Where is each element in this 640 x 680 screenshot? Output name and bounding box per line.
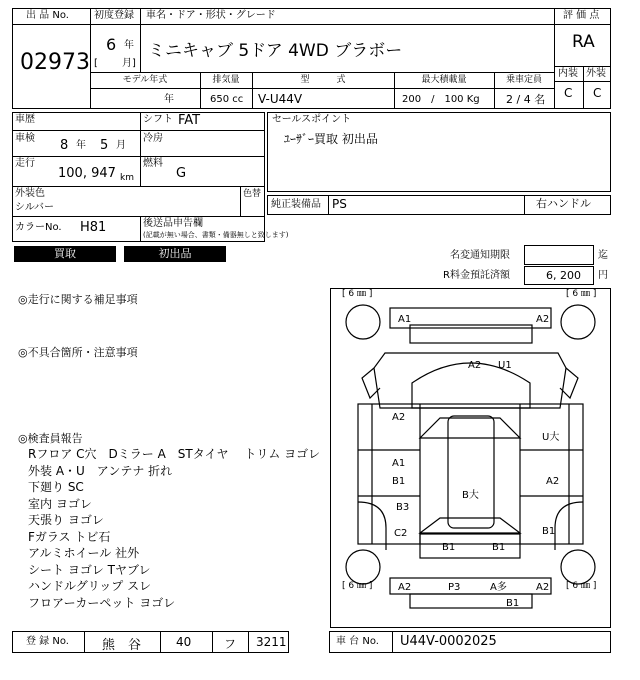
interior-score: C [564, 86, 573, 100]
year-unit: 年 [124, 40, 134, 51]
divider [248, 631, 249, 653]
mark-rear-a: A多 [490, 582, 507, 593]
divider [84, 631, 85, 653]
divider [90, 72, 554, 73]
model-year-label: モデル年式 [122, 75, 168, 85]
first-reg-label: 初度登録 [94, 10, 134, 21]
divider [12, 156, 265, 157]
month-bracket: [ [94, 58, 98, 69]
mark-ld-a1: A1 [392, 458, 406, 469]
divider [328, 195, 329, 215]
driving-notes-title: ◎走行に関する補足事項 [18, 293, 138, 306]
sales-point-value: ﾕｰｻﾞｰ買取 初出品 [284, 132, 378, 146]
mark-rear-a2r: A2 [536, 582, 550, 593]
mark-tail-b1b: B1 [492, 542, 506, 553]
inspector-title: ◎検査員報告 [18, 432, 83, 445]
reg-class: 40 [176, 635, 192, 649]
inspection-month-unit: 月 [116, 140, 126, 151]
history-label: 車歴 [15, 114, 35, 125]
mark-lr-b3: B3 [396, 502, 410, 513]
mark-hood-a2: A2 [468, 360, 482, 371]
post-docs-label: 後送品申告欄 [143, 218, 203, 229]
model-year-unit: 年 [164, 94, 174, 105]
inspector-line: 下廻り SC [28, 480, 84, 494]
car-name: ミニキャブ 5ドア 4WD ブラボー [148, 41, 403, 61]
car-diagram-svg [330, 288, 611, 628]
mark-front-a2: A2 [536, 314, 550, 325]
score-label: 評 価 点 [563, 10, 600, 21]
tire-depth-fr: [ 6 ㎜ ] [566, 289, 597, 299]
equipment-value: PS [332, 197, 347, 211]
displacement-label: 排気量 [212, 75, 240, 85]
equipment-label: 純正装備品 [271, 199, 321, 210]
inspector-line: 外装 A・U アンテナ 折れ [28, 463, 173, 478]
shift-value: FAT [178, 113, 201, 128]
max-load-label: 最大積載量 [421, 75, 467, 85]
color-no-label: カラーNo. [15, 222, 62, 233]
capacity-label: 乗車定員 [505, 75, 542, 85]
tire-front-left [346, 305, 380, 339]
divider [12, 216, 265, 217]
inspector-line: Fガラス トビ石 [28, 529, 111, 544]
interior-label: 内装 [558, 68, 578, 79]
divider [140, 112, 141, 186]
tire-depth-rr: [ 6 ㎜ ] [566, 581, 597, 591]
reg-label: 登 録 No. [26, 636, 69, 647]
divider [12, 130, 265, 131]
name-label: 車名・ドア・形状・グレード [146, 10, 276, 21]
mark-tail-b1a: B1 [442, 542, 456, 553]
inspection-year: 8 [60, 138, 69, 153]
divider [583, 66, 584, 109]
tire-depth-rl: [ 6 ㎜ ] [342, 581, 373, 591]
ac-label: 冷房 [143, 133, 163, 144]
mark-lr-c2: C2 [394, 528, 408, 539]
color-no-value: H81 [80, 220, 107, 235]
inspector-line: 室内 ヨゴレ [28, 496, 92, 511]
mark-rear-p3: P3 [448, 582, 461, 593]
name-change-box [524, 245, 594, 265]
divider [140, 8, 141, 72]
divider [140, 216, 141, 242]
displacement-value: 650 cc [210, 94, 244, 105]
mark-ld-b1: B1 [392, 476, 406, 487]
lot-number: 02973 [20, 50, 90, 75]
mark-rear-a2l: A2 [398, 582, 412, 593]
score-value: RA [572, 32, 595, 52]
inspection-month: 5 [100, 138, 109, 153]
max-load-value: 200 / 100 Kg [402, 94, 480, 105]
mileage-unit: km [120, 173, 134, 183]
inspector-line: フロアーカーペット ヨゴレ [28, 595, 176, 610]
fuel-value: G [176, 166, 187, 181]
mark-rear-b1: B1 [506, 598, 520, 609]
divider [212, 631, 213, 653]
recycle-label: R料金預託済額 [443, 270, 510, 281]
divider [90, 88, 554, 89]
name-change-label: 名変通知期限 [450, 250, 510, 261]
color-change-label: 色替 [243, 189, 262, 199]
divider [12, 186, 265, 187]
mark-rr-b1: B1 [542, 526, 556, 537]
inspector-line: アルミホイール 社外 [28, 546, 140, 560]
divider [392, 631, 393, 653]
recycle-amount: 6, 200 [546, 269, 581, 282]
reg-kana: フ [224, 637, 237, 651]
inspector-line: 天張り ヨゴレ [28, 513, 104, 527]
divider [240, 186, 241, 216]
mark-hood-u1: U1 [498, 360, 512, 371]
mileage-label: 走行 [15, 158, 35, 169]
divider [160, 631, 161, 653]
post-docs-note: (記載が無い場合、書類・備器無しと致します) [143, 231, 289, 239]
capacity-value: 2 / 4 名 [506, 93, 546, 106]
chassis-label: 車 台 No. [336, 636, 379, 647]
divider [12, 24, 90, 25]
fuel-label: 燃料 [143, 158, 163, 169]
mileage-value: 100, 947 [58, 166, 116, 181]
exterior-label: 外装 [586, 68, 606, 79]
inspection-label: 車検 [15, 133, 35, 144]
inspector-line: ハンドルグリップ スレ [28, 579, 152, 593]
exterior-color-value: シルバー [15, 202, 55, 213]
chassis-number: U44V-0002025 [400, 634, 497, 649]
inspector-line: Rフロア C穴 Dミラー A STタイヤ トリム ヨゴレ [28, 447, 321, 461]
inspection-year-unit: 年 [76, 140, 86, 151]
sales-point-label: セールスポイント [272, 114, 352, 125]
divider [554, 24, 611, 25]
mark-rd-a2: A2 [546, 476, 560, 487]
mark-front-a1: A1 [398, 314, 412, 325]
tire-depth-fl: [ 6 ㎜ ] [342, 289, 373, 299]
reg-number: 3211 [256, 635, 287, 649]
model-code: V-U44V [258, 92, 303, 106]
divider [524, 195, 525, 215]
lot-label: 出 品 No. [26, 10, 69, 21]
damage-diagram [330, 288, 611, 628]
mark-rf-u: U大 [542, 432, 560, 443]
defects-title: ◎不具合箇所・注意事項 [18, 346, 138, 359]
mark-roof-b: B大 [462, 490, 479, 501]
first-reg-year: 6 [106, 35, 117, 54]
tire-front-right [561, 305, 595, 339]
divider [90, 24, 554, 25]
tag-kaitori: 買取 [14, 246, 116, 262]
month-unit: 月] [122, 58, 136, 69]
mark-lf-a2: A2 [392, 412, 406, 423]
recycle-unit: 円 [598, 270, 608, 281]
tag-first-listing: 初出品 [124, 246, 226, 262]
shift-label: シフト [143, 114, 173, 125]
reg-region: 熊 谷 [102, 638, 142, 653]
tire-rear-right [561, 550, 595, 584]
name-change-suffix: 迄 [598, 250, 608, 261]
inspector-line: シート ヨゴレ Tヤブレ [28, 562, 151, 577]
steering-value: 右ハンドル [536, 197, 591, 210]
divider [554, 81, 611, 82]
exterior-color-label: 外装色 [15, 188, 45, 199]
tire-rear-left [346, 550, 380, 584]
exterior-score: C [593, 86, 602, 100]
type-label: 型 式 [300, 75, 346, 85]
